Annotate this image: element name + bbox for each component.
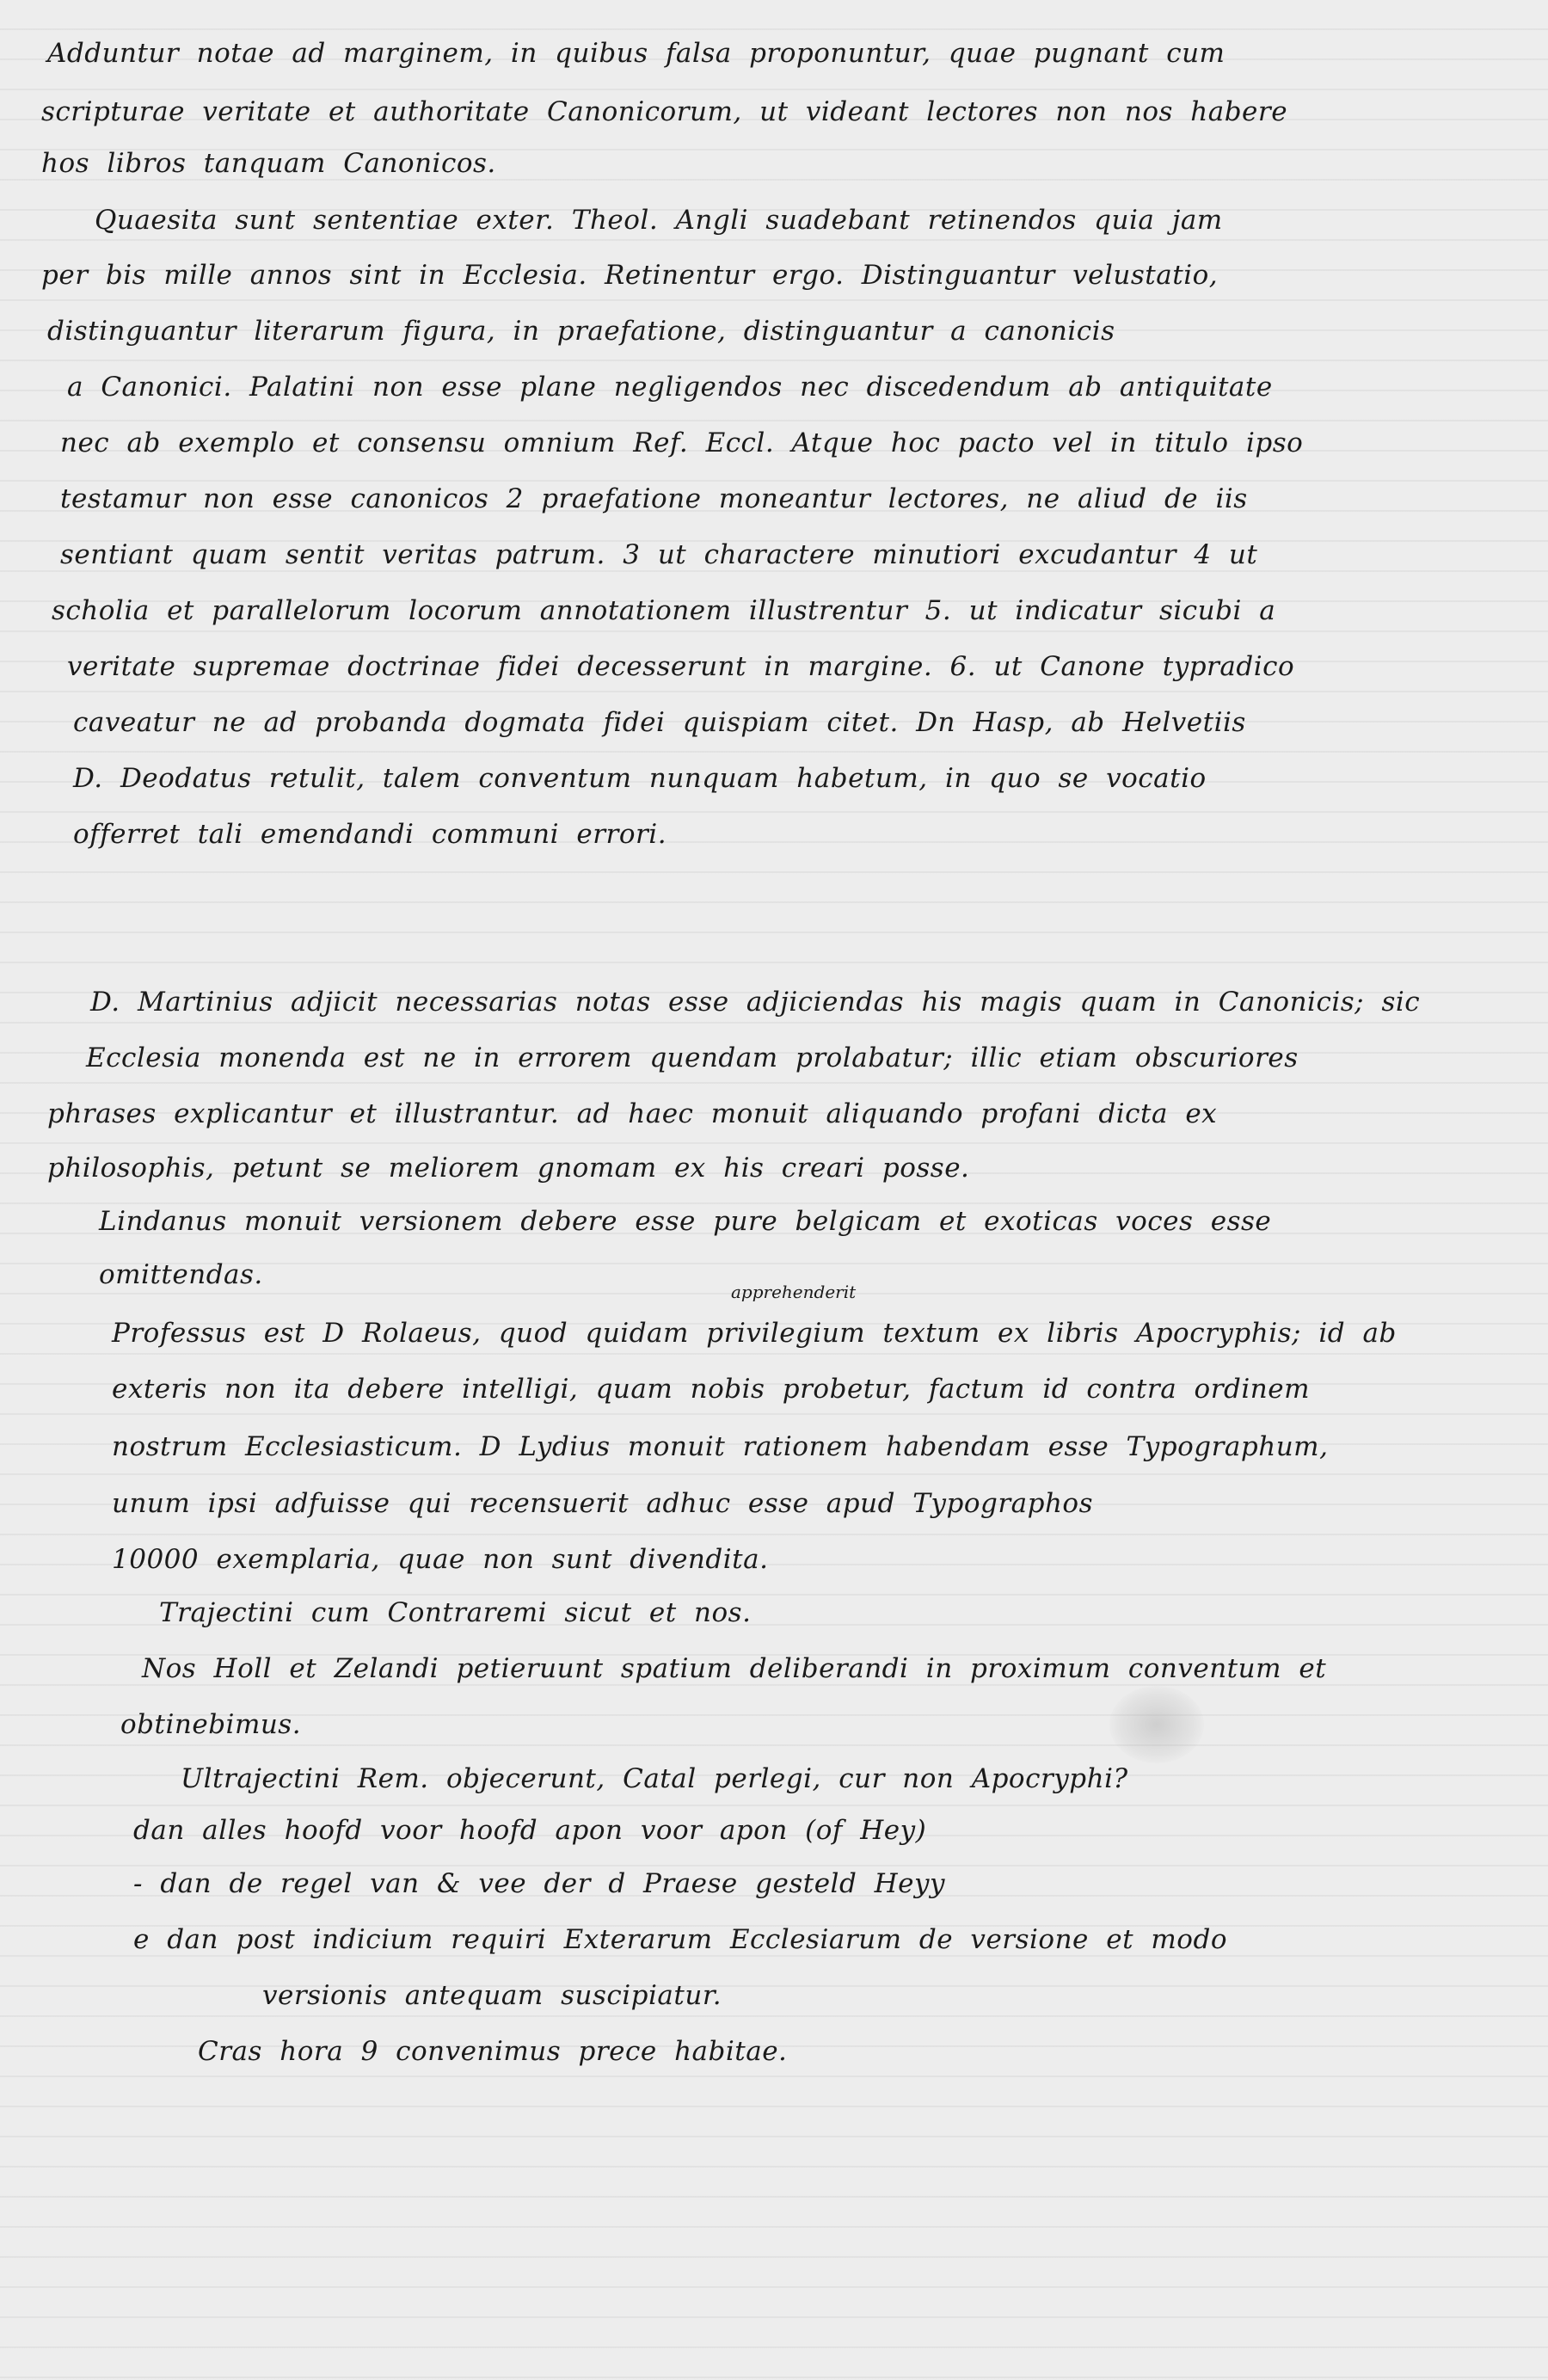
text-line: exteris non ita debere intelligi, quam nobis probetur, factum id contra ordinem <box>112 1374 1310 1405</box>
text-line: nostrum Ecclesiasticum. D Lydius monuit rationem habendam esse Typographum, <box>112 1431 1329 1462</box>
text-line: Quaesita sunt sententiae exter. Theol. Angli suadebant retinendos quia jam <box>95 205 1223 236</box>
text-line: D. Martinius adjicit necessarias notas esse adjiciendas his magis quam in Canonicis; sic <box>90 987 1421 1018</box>
text-line: omittendas. <box>99 1259 263 1290</box>
text-line: nec ab exemplo et consensu omnium Ref. Eccl. Atque hoc pacto vel in titulo ipso <box>60 427 1304 458</box>
text-line: Professus est D Rolaeus, quod quidam privilegium textum ex libris Apocryphis; id ab <box>112 1318 1397 1349</box>
text-line: scholia et parallelorum locorum annotationem illustrentur 5. ut indicatur sicubi a <box>52 595 1276 626</box>
text-line: Ecclesia monenda est ne in errorem quendam prolabatur; illic etiam obscuriores <box>86 1042 1299 1073</box>
text-line: versionis antequam suscipiatur. <box>262 1980 722 2011</box>
interlinear-insertion: apprehenderit <box>731 1282 857 1302</box>
text-line: philosophis, petunt se meliorem gnomam ex his creari posse. <box>47 1153 970 1184</box>
text-line: obtinebimus. <box>120 1709 302 1740</box>
text-line: hos libros tanquam Canonicos. <box>41 148 496 179</box>
text-line: Lindanus monuit versionem debere esse pure belgicam et exoticas voces esse <box>99 1206 1272 1237</box>
text-line: per bis mille annos sint in Ecclesia. Retinentur ergo. Distinguantur velustatio, <box>41 260 1219 291</box>
paper-stain <box>1109 1686 1204 1763</box>
text-line: Nos Holl et Zelandi petieruunt spatium deliberandi in proximum conventum et <box>142 1653 1327 1684</box>
text-line: Adduntur notae ad marginem, in quibus falsa proponuntur, quae pugnant cum <box>47 38 1226 69</box>
text-line: Ultrajectini Rem. objecerunt, Catal perlegi, cur non Apocryphi? <box>181 1763 1128 1794</box>
text-line: offerret tali emendandi communi errori. <box>73 819 667 850</box>
text-line: - dan de regel van & vee der d Praese gesteld Heyy <box>133 1868 946 1899</box>
text-line: caveatur ne ad probanda dogmata fidei quispiam citet. Dn Hasp, ab Helvetiis <box>73 707 1246 738</box>
text-line: unum ipsi adfuisse qui recensuerit adhuc esse apud Typographos <box>112 1488 1094 1519</box>
text-line: Cras hora 9 convenimus prece habitae. <box>198 2036 788 2067</box>
text-line: veritate supremae doctrinae fidei decesserunt in margine. 6. ut Canone typradico <box>67 651 1295 682</box>
text-line: D. Deodatus retulit, talem conventum nunquam habetum, in quo se vocatio <box>73 763 1207 794</box>
text-line: sentiant quam sentit veritas patrum. 3 ut charactere minutiori excudantur 4 ut <box>60 539 1258 570</box>
text-line: testamur non esse canonicos 2 praefatione moneantur lectores, ne aliud de iis <box>60 483 1248 514</box>
text-line: 10000 exemplaria, quae non sunt divendita. <box>112 1544 769 1575</box>
text-line: Trajectini cum Contraremi sicut et nos. <box>159 1597 752 1628</box>
text-line: phrases explicantur et illustrantur. ad haec monuit aliquando profani dicta ex <box>47 1098 1218 1129</box>
text-line: a Canonici. Palatini non esse plane negligendos nec discedendum ab antiquitate <box>67 372 1273 403</box>
text-line: distinguantur literarum figura, in praefatione, distinguantur a canonicis <box>47 316 1115 347</box>
text-line: e dan post indicium requiri Exterarum Ecclesiarum de versione et modo <box>133 1924 1227 1955</box>
text-line: scripturae veritate et authoritate Canonicorum, ut videant lectores non nos habere <box>41 96 1288 127</box>
text-line: dan alles hoofd voor hoofd apon voor apon (of Hey) <box>133 1815 927 1846</box>
